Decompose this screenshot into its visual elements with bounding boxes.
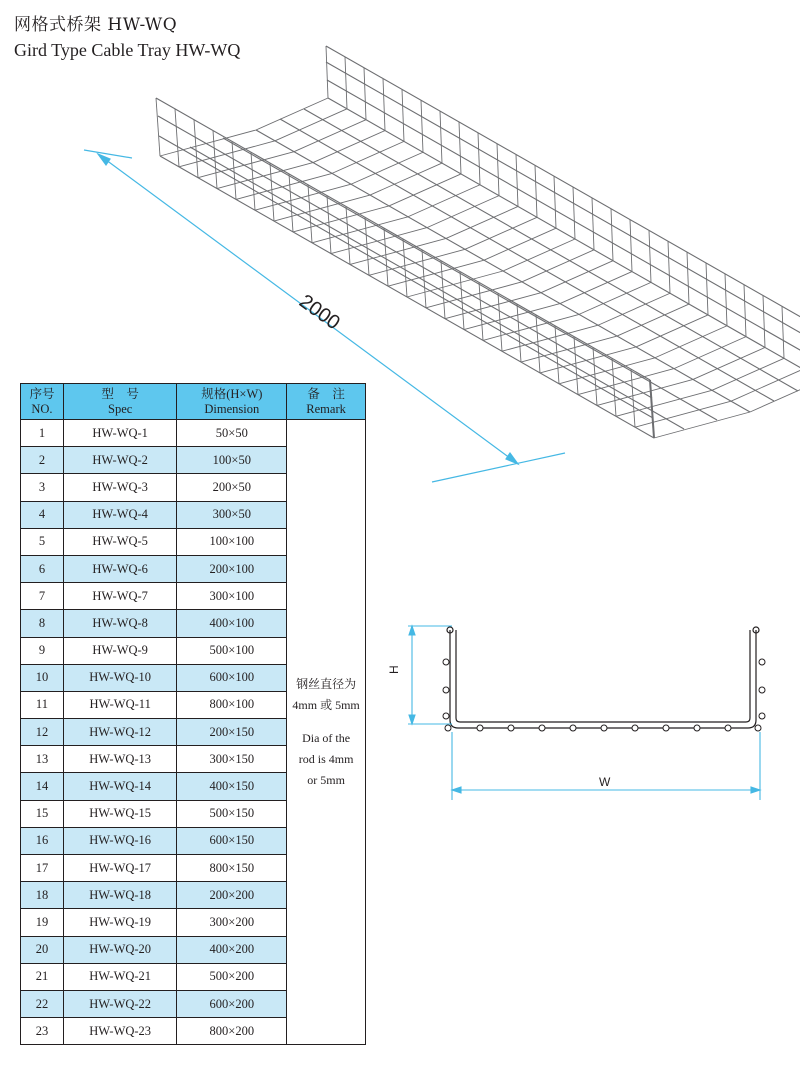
cell-no: 2 bbox=[21, 447, 64, 474]
cell-spec: HW-WQ-3 bbox=[63, 474, 177, 501]
cell-dim: 400×150 bbox=[177, 773, 287, 800]
cell-dim: 500×100 bbox=[177, 637, 287, 664]
spec-table bbox=[20, 383, 366, 1045]
cell-no: 16 bbox=[21, 827, 64, 854]
cell-no: 3 bbox=[21, 474, 64, 501]
cell-no: 20 bbox=[21, 936, 64, 963]
cell-no: 15 bbox=[21, 800, 64, 827]
cell-no: 8 bbox=[21, 610, 64, 637]
cell-spec: HW-WQ-18 bbox=[63, 882, 177, 909]
cell-spec: HW-WQ-17 bbox=[63, 855, 177, 882]
cell-spec: HW-WQ-20 bbox=[63, 936, 177, 963]
cell-dim: 800×100 bbox=[177, 691, 287, 718]
cell-no: 17 bbox=[21, 855, 64, 882]
title-chinese: 网格式桥架 HW-WQ bbox=[14, 15, 178, 35]
cell-no: 19 bbox=[21, 909, 64, 936]
cell-dim: 600×100 bbox=[177, 664, 287, 691]
cell-spec: HW-WQ-8 bbox=[63, 610, 177, 637]
cell-dim: 200×100 bbox=[177, 555, 287, 582]
cell-no: 1 bbox=[21, 420, 64, 447]
cell-dim: 100×50 bbox=[177, 447, 287, 474]
cell-dim: 500×200 bbox=[177, 963, 287, 990]
cell-no: 11 bbox=[21, 691, 64, 718]
cell-dim: 600×150 bbox=[177, 827, 287, 854]
tray-profile bbox=[447, 627, 759, 728]
cell-dim: 200×50 bbox=[177, 474, 287, 501]
cell-spec: HW-WQ-15 bbox=[63, 800, 177, 827]
cell-spec: HW-WQ-19 bbox=[63, 909, 177, 936]
title-english: Gird Type Cable Tray HW-WQ bbox=[14, 40, 241, 60]
cell-spec: HW-WQ-4 bbox=[63, 501, 177, 528]
cell-dim: 500×150 bbox=[177, 800, 287, 827]
header-dimension: 规格(H×W) Dimension bbox=[177, 384, 287, 420]
cell-no: 6 bbox=[21, 555, 64, 582]
cell-spec: HW-WQ-5 bbox=[63, 528, 177, 555]
cell-no: 18 bbox=[21, 882, 64, 909]
cell-dim: 400×200 bbox=[177, 936, 287, 963]
cell-no: 7 bbox=[21, 583, 64, 610]
cell-spec: HW-WQ-1 bbox=[63, 420, 177, 447]
height-label: H bbox=[387, 665, 401, 674]
cell-spec: HW-WQ-6 bbox=[63, 555, 177, 582]
cell-dim: 200×200 bbox=[177, 882, 287, 909]
cell-spec: HW-WQ-12 bbox=[63, 719, 177, 746]
cell-no: 13 bbox=[21, 746, 64, 773]
cell-no: 14 bbox=[21, 773, 64, 800]
cell-spec: HW-WQ-10 bbox=[63, 664, 177, 691]
cell-no: 4 bbox=[21, 501, 64, 528]
cell-spec: HW-WQ-9 bbox=[63, 637, 177, 664]
cell-dim: 300×100 bbox=[177, 583, 287, 610]
cell-dim: 200×150 bbox=[177, 719, 287, 746]
height-dimension bbox=[408, 626, 452, 724]
header-remark: 备 注 Remark bbox=[287, 384, 366, 420]
cell-dim: 300×200 bbox=[177, 909, 287, 936]
cell-spec: HW-WQ-23 bbox=[63, 1018, 177, 1045]
cell-dim: 300×50 bbox=[177, 501, 287, 528]
cell-dim: 600×200 bbox=[177, 990, 287, 1017]
cell-spec: HW-WQ-22 bbox=[63, 990, 177, 1017]
table-header-row bbox=[21, 384, 366, 420]
cell-dim: 400×100 bbox=[177, 610, 287, 637]
width-dimension bbox=[452, 732, 760, 800]
cell-no: 12 bbox=[21, 719, 64, 746]
length-label: 2000 bbox=[295, 290, 344, 335]
table-row bbox=[21, 420, 366, 447]
cell-dim: 300×150 bbox=[177, 746, 287, 773]
cell-no: 5 bbox=[21, 528, 64, 555]
cell-no: 9 bbox=[21, 637, 64, 664]
tray-rods bbox=[443, 659, 765, 731]
cell-dim: 50×50 bbox=[177, 420, 287, 447]
remark-cn-1: 钢丝直径为 bbox=[296, 676, 357, 691]
cell-spec: HW-WQ-13 bbox=[63, 746, 177, 773]
cell-spec: HW-WQ-11 bbox=[63, 691, 177, 718]
cell-no: 23 bbox=[21, 1018, 64, 1045]
cell-no: 21 bbox=[21, 963, 64, 990]
cell-dim: 800×200 bbox=[177, 1018, 287, 1045]
cross-section-drawing bbox=[387, 608, 782, 818]
cell-spec: HW-WQ-16 bbox=[63, 827, 177, 854]
remark-en-1: Dia of the bbox=[302, 730, 351, 745]
cell-no: 10 bbox=[21, 664, 64, 691]
cell-spec: HW-WQ-7 bbox=[63, 583, 177, 610]
header-no: 序号 NO. bbox=[21, 384, 64, 420]
cell-spec: HW-WQ-14 bbox=[63, 773, 177, 800]
cell-dim: 800×150 bbox=[177, 855, 287, 882]
tray-wire-mesh bbox=[156, 46, 800, 438]
header-spec: 型 号 Spec bbox=[63, 384, 177, 420]
cell-dim: 100×100 bbox=[177, 528, 287, 555]
cell-spec: HW-WQ-2 bbox=[63, 447, 177, 474]
remark-cn-2: 4mm 或 5mm bbox=[292, 697, 360, 712]
remark-cell bbox=[287, 420, 366, 1045]
width-label: W bbox=[599, 775, 611, 789]
remark-en-3: or 5mm bbox=[307, 772, 345, 787]
cell-spec: HW-WQ-21 bbox=[63, 963, 177, 990]
remark-en-2: rod is 4mm bbox=[298, 751, 354, 766]
cell-no: 22 bbox=[21, 990, 64, 1017]
